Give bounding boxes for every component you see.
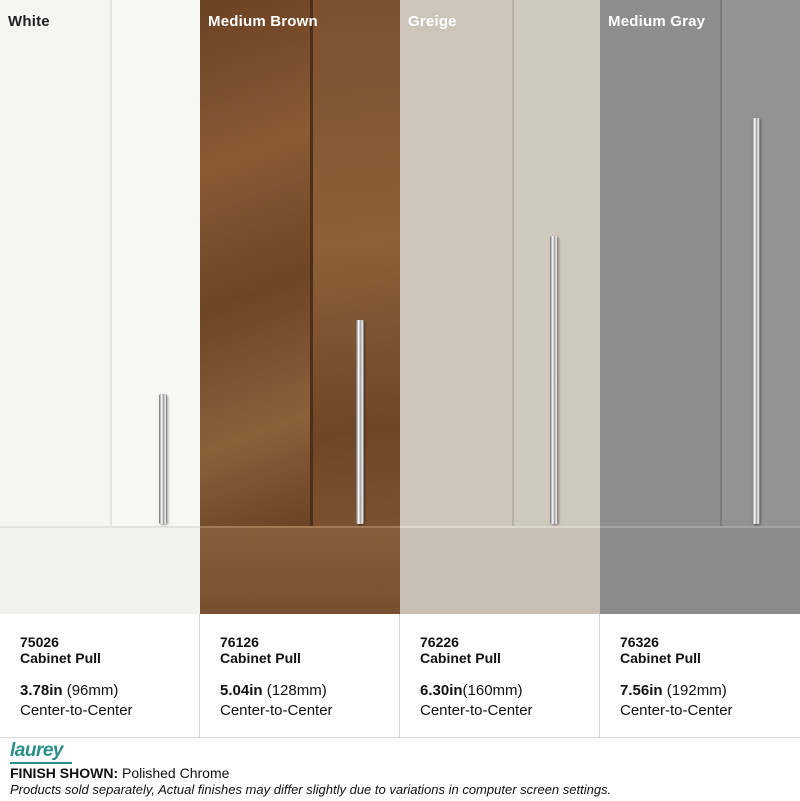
spacing-label: Center-to-Center <box>20 702 133 719</box>
product-name: Cabinet Pull <box>620 650 701 666</box>
door-surface <box>400 0 512 528</box>
cabinet-pull-image <box>159 394 167 524</box>
door-rail <box>0 526 200 614</box>
product-sku: 76226 <box>420 634 459 650</box>
product-sku: 75026 <box>20 634 59 650</box>
door-rail <box>200 526 400 614</box>
finish-shown <box>10 765 229 781</box>
product-sku: 76126 <box>220 634 259 650</box>
panel-medium-gray <box>600 0 800 614</box>
product-size <box>420 682 523 699</box>
door-rail <box>600 526 800 614</box>
door-surface <box>0 0 110 528</box>
product-name: Cabinet Pull <box>220 650 301 666</box>
spacing-label: Center-to-Center <box>420 702 533 719</box>
finish-shown-label: FINISH SHOWN: <box>10 765 119 781</box>
size-inches: 5.04in <box>220 682 263 699</box>
size-inches: 7.56in <box>620 682 663 699</box>
product-name: Cabinet Pull <box>20 650 101 666</box>
product-size <box>220 682 327 699</box>
footer <box>0 737 800 801</box>
spacing-label: Center-to-Center <box>620 702 733 719</box>
product-info-76126 <box>200 614 400 737</box>
size-mm: (192mm) <box>666 682 727 699</box>
product-size <box>620 682 727 699</box>
panel-greige <box>400 0 600 614</box>
cabinet-pull-image <box>752 118 760 524</box>
door-surface <box>200 0 310 528</box>
door-stile <box>722 0 800 614</box>
finish-label: Greige <box>408 13 457 30</box>
logo-underline <box>10 762 72 764</box>
finish-label: Medium Gray <box>608 13 706 30</box>
cabinet-pull-image <box>550 236 558 524</box>
disclaimer-text: Products sold separately, Actual finishes may differ slightly due to variations in computer screen settings. <box>10 782 612 797</box>
size-mm: (160mm) <box>462 682 523 699</box>
spacing-label: Center-to-Center <box>220 702 333 719</box>
panel-white <box>0 0 200 614</box>
product-size <box>20 682 118 699</box>
door-stile <box>112 0 200 614</box>
cabinet-pull-image <box>356 320 364 524</box>
finish-label: White <box>8 13 50 30</box>
size-inches: 6.30in <box>420 682 463 699</box>
panel-medium-brown <box>200 0 400 614</box>
product-info-76326 <box>600 614 800 737</box>
product-info-76226 <box>400 614 600 737</box>
finish-shown-value: Polished Chrome <box>122 765 230 781</box>
product-info-75026 <box>0 614 200 737</box>
door-rail <box>400 526 600 614</box>
door-surface <box>600 0 720 528</box>
size-mm: (96mm) <box>66 682 119 699</box>
size-mm: (128mm) <box>266 682 327 699</box>
brand-logo: laurey <box>10 740 63 761</box>
product-sku: 76326 <box>620 634 659 650</box>
size-inches: 3.78in <box>20 682 63 699</box>
product-name: Cabinet Pull <box>420 650 501 666</box>
finish-label: Medium Brown <box>208 13 318 30</box>
